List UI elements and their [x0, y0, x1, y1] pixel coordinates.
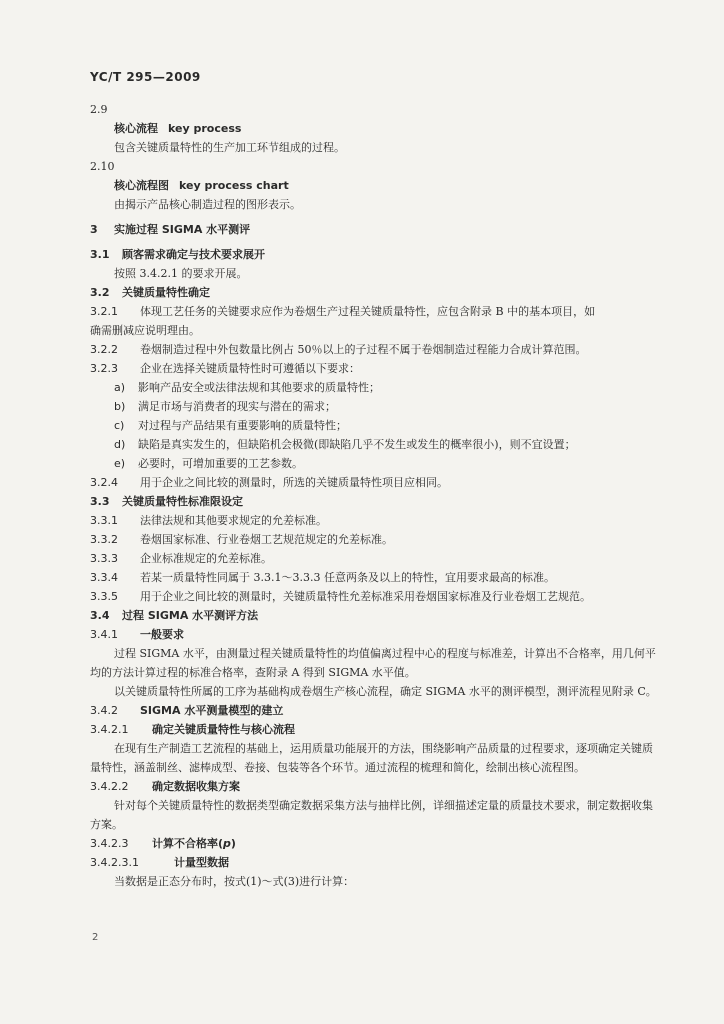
def-term-line	[90, 176, 660, 195]
clause	[90, 587, 660, 606]
section-number: 3.2	[90, 286, 110, 299]
subsubsection-heading	[90, 720, 660, 739]
clause	[90, 549, 660, 568]
list-item	[90, 397, 660, 416]
section-number: 3.4	[90, 609, 110, 622]
subsubsection-number: 3.4.2.3	[90, 837, 129, 850]
subsection-title: SIGMA 水平测量模型的建立	[140, 704, 284, 717]
clause-number: 3.2.2	[90, 343, 118, 356]
paragraph	[90, 796, 660, 834]
subsection-number: 3.4.2	[90, 704, 118, 717]
list-item	[90, 378, 660, 397]
section-heading	[90, 283, 660, 302]
subsubsection-heading	[90, 853, 660, 872]
section-title: 关键质量特性确定	[122, 286, 210, 299]
def-desc: 包含关键质量特性的生产加工环节组成的过程。	[114, 141, 345, 154]
clause	[90, 302, 660, 321]
paragraph-text: 过程 SIGMA 水平，由测量过程关键质量特性的均值偏离过程中心的程度与标准差，计算出不合格率，用几何平均的方法计算过程的标准合格率，查附录 A 得到 SIGMA 水平值。	[90, 647, 656, 679]
variable-p: p	[223, 837, 231, 850]
def-term-en: key process chart	[179, 179, 289, 192]
section-title: 顾客需求确定与技术要求展开	[122, 248, 265, 261]
list-item	[90, 435, 660, 454]
section-title: 实施过程 SIGMA 水平测评	[114, 223, 251, 236]
subsubsection-number: 3.4.2.2	[90, 780, 129, 793]
list-text: 影响产品安全或法律法规和其他要求的质量特性；	[138, 381, 380, 394]
list-letter: d)	[114, 438, 126, 451]
subsubsection-title: 计量型数据	[174, 856, 229, 869]
clause-text: 卷烟制造过程中外包数量比例占 50％以上的子过程不属于卷烟制造过程能力合成计算范围。	[140, 343, 587, 356]
paragraph	[90, 644, 660, 682]
list-item	[90, 454, 660, 473]
page-number: 2	[92, 932, 99, 943]
standard-code: YC/T 295—2009	[90, 70, 201, 84]
def-term-en: key process	[168, 122, 242, 135]
list-text: 缺陷是真实发生的，但缺陷机会极微(即缺陷几乎不发生或发生的概率很小)，则不宜设置；	[138, 438, 576, 451]
paragraph: 按照 3.4.2.1 的要求开展。	[114, 267, 248, 280]
list-letter: e)	[114, 457, 126, 470]
paragraph-text: 针对每个关键质量特性的数据类型确定数据采集方法与抽样比例，详细描述定量的质量技术要求，制定数据收集方案。	[90, 799, 653, 831]
subsubsection-heading	[90, 834, 660, 853]
document-body	[90, 100, 660, 891]
list-letter: c)	[114, 419, 125, 432]
def-desc: 由揭示产品核心制造过程的图形表示。	[114, 198, 301, 211]
clause-number: 3.3.1	[90, 514, 118, 527]
list-text: 满足市场与消费者的现实与潜在的需求；	[138, 400, 336, 413]
clause	[90, 530, 660, 549]
clause-number: 3.2.4	[90, 476, 118, 489]
def-term: 核心流程图	[114, 179, 169, 192]
section-heading	[90, 492, 660, 511]
clause-number: 3.3.3	[90, 552, 118, 565]
clause-text: 用于企业之间比较的测量时，关键质量特性允差标准采用卷烟国家标准及行业卷烟工艺规范。	[140, 590, 591, 603]
clause	[90, 359, 660, 378]
section-number: 3.1	[90, 248, 110, 261]
def-term: 核心流程	[114, 122, 158, 135]
paragraph-text: 以关键质量特性所属的工序为基础构成卷烟生产核心流程，确定 SIGMA 水平的测评模型，测评流程见附录 C。	[114, 685, 657, 698]
subsubsection-title: 确定数据收集方案	[152, 780, 240, 793]
clause-continuation: 确需删减应说明理由。	[90, 324, 200, 337]
clause-text: 法律法规和其他要求规定的允差标准。	[140, 514, 327, 527]
subsection-heading	[90, 625, 660, 644]
subsubsection-heading	[90, 777, 660, 796]
def-number: 2.10	[90, 160, 115, 173]
subsection-title: 一般要求	[140, 628, 184, 641]
clause-text: 卷烟国家标准、行业卷烟工艺规范规定的允差标准。	[140, 533, 393, 546]
subsection-heading	[90, 701, 660, 720]
list-item	[90, 416, 660, 435]
subsubsection-title: 确定关键质量特性与核心流程	[152, 723, 295, 736]
section-heading	[90, 220, 660, 239]
list-text: 对过程与产品结果有重要影响的质量特性；	[138, 419, 347, 432]
def-number: 2.9	[90, 103, 108, 116]
section-title: 关键质量特性标准限设定	[122, 495, 243, 508]
paragraph: 当数据是正态分布时，按式(1)～式(3)进行计算：	[114, 875, 355, 888]
clause	[90, 340, 660, 359]
section-number: 3.3	[90, 495, 110, 508]
clause-text: 企业在选择关键质量特性时可遵循以下要求：	[140, 362, 360, 375]
clause	[90, 511, 660, 530]
clause	[90, 473, 660, 492]
clause-text: 企业标准规定的允差标准。	[140, 552, 272, 565]
list-letter: a)	[114, 381, 126, 394]
clause	[90, 568, 660, 587]
paragraph	[90, 739, 660, 777]
clause-number: 3.2.1	[90, 305, 118, 318]
clause-text: 用于企业之间比较的测量时，所选的关键质量特性项目应相同。	[140, 476, 448, 489]
section-number: 3	[90, 223, 98, 236]
clause-number: 3.3.5	[90, 590, 118, 603]
clause-number: 3.3.2	[90, 533, 118, 546]
def-term-line	[90, 119, 660, 138]
section-heading	[90, 245, 660, 264]
paragraph-text: 在现有生产制造工艺流程的基础上，运用质量功能展开的方法，围绕影响产品质量的过程要求，逐项确定关键质量特性，涵盖制丝、滤棒成型、卷接、包装等各个环节。通过流程的梳理和简化，绘制出核心流程图。	[90, 742, 653, 774]
subsection-number: 3.4.1	[90, 628, 118, 641]
subsubsection-number: 3.4.2.1	[90, 723, 129, 736]
clause-text: 体现工艺任务的关键要求应作为卷烟生产过程关键质量特性，应包含附录 B 中的基本项目，如	[140, 305, 596, 318]
paragraph	[90, 682, 660, 701]
section-heading	[90, 606, 660, 625]
clause-number: 3.3.4	[90, 571, 118, 584]
subsubsection-number: 3.4.2.3.1	[90, 856, 139, 869]
subsubsection-title: 计算不合格率(	[152, 837, 224, 850]
clause-number: 3.2.3	[90, 362, 118, 375]
subsubsection-title-close: )	[230, 837, 236, 850]
list-letter: b)	[114, 400, 126, 413]
list-text: 必要时，可增加重要的工艺参数。	[138, 457, 303, 470]
clause-text: 若某一质量特性同属于 3.3.1～3.3.3 任意两条及以上的特性，宜用要求最高的标准。	[140, 571, 555, 584]
section-title: 过程 SIGMA 水平测评方法	[122, 609, 259, 622]
